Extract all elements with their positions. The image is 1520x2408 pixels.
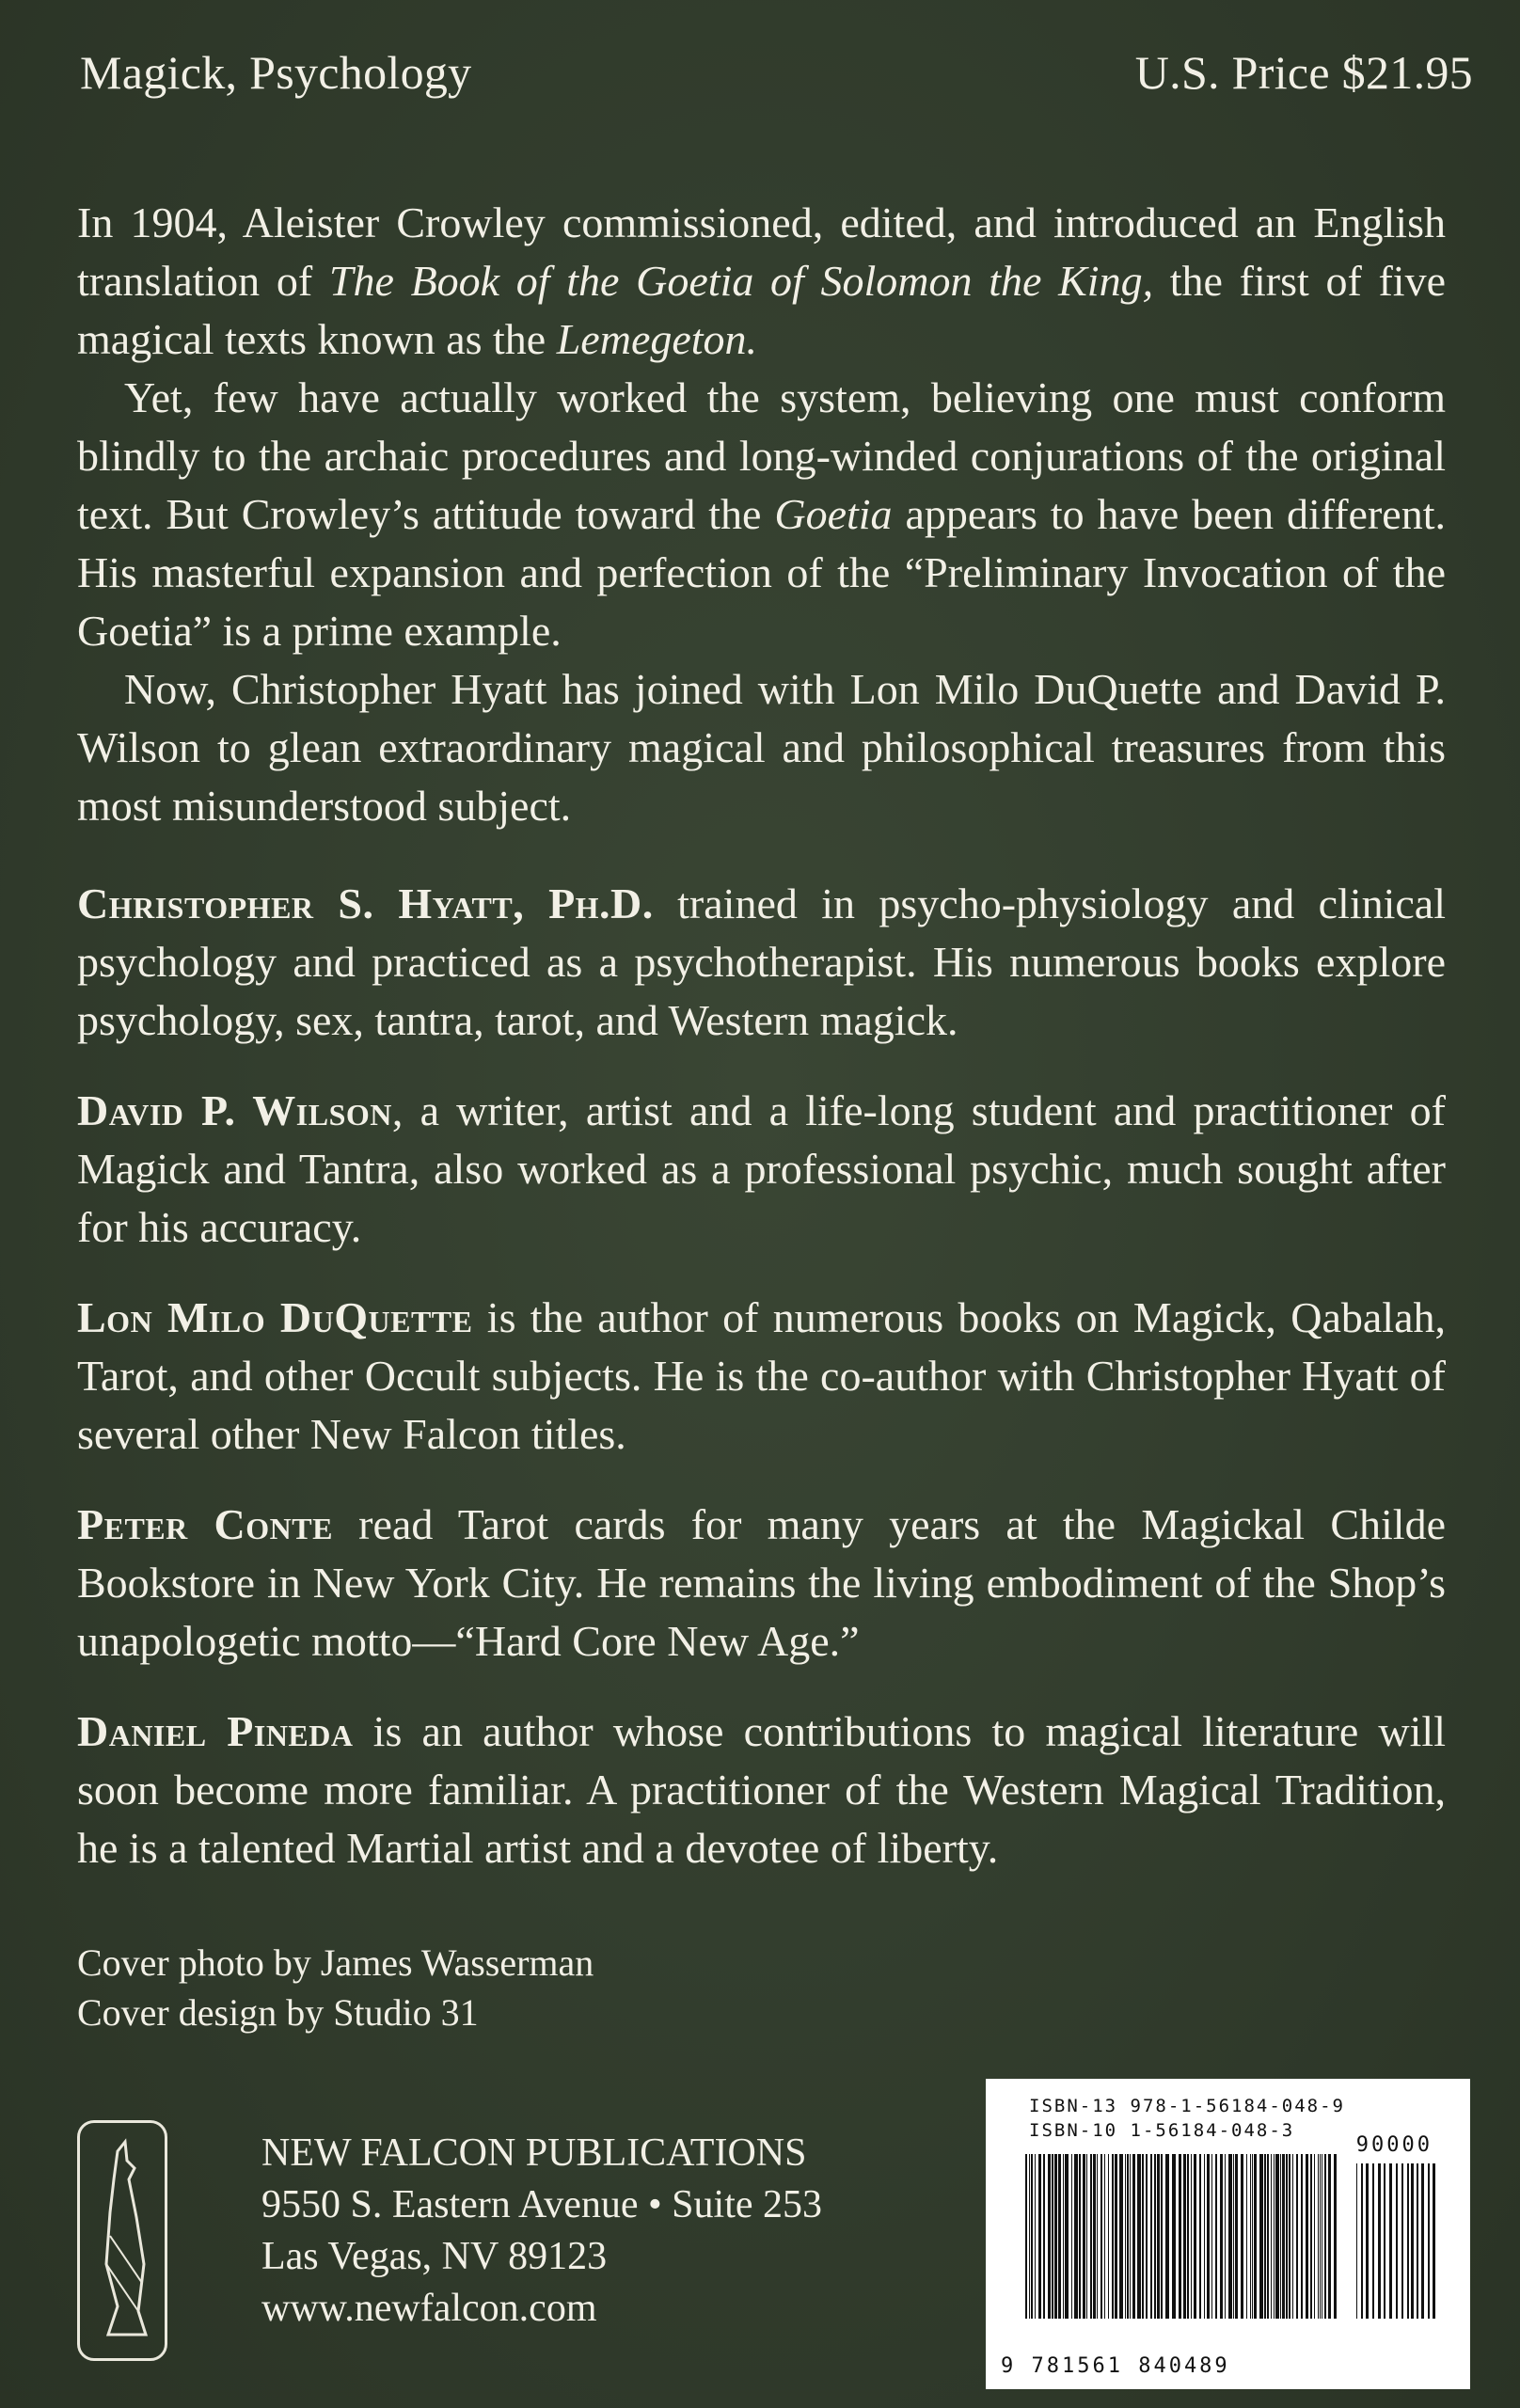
barcode-bar: [1083, 2154, 1085, 2319]
barcode-bar: [1318, 2154, 1319, 2319]
barcode-bar: [1071, 2154, 1072, 2319]
bio-text: is an author whose contributions to magical literature will soon become more familiar. A practitioner of the Western Magical Tradition, he is a talented Martial artist and a devotee of liberty.: [77, 1707, 1446, 1872]
barcode-bar: [1264, 2154, 1266, 2319]
blurb-paragraph-2: Yet, few have actually worked the system, believing one must conform blindly to the archaic procedures and long-winded conjurations of the original text. But Crowley’s attitude toward the Goetia appears to have been different. His masterful expansion and perfection of the “Preliminary Invocation of the Goetia” is a prime example.: [77, 373, 1446, 655]
barcode-bar: [1215, 2154, 1217, 2319]
barcode-bar: [1194, 2154, 1196, 2319]
barcode-bar: [1172, 2154, 1176, 2319]
barcode-bar: [1271, 2154, 1272, 2319]
barcode-bar: [1104, 2154, 1105, 2319]
bio-duquette: [77, 1289, 1446, 1464]
isbn10-text: ISBN-10 1-56184-048-3: [1029, 2120, 1295, 2141]
barcode-bars: [1025, 2154, 1439, 2347]
barcode-bar: [1306, 2154, 1308, 2319]
barcode-bar: [1211, 2154, 1212, 2319]
barcode-bar: [1043, 2154, 1045, 2319]
barcode-bar: [1314, 2154, 1315, 2319]
barcode-bar: [1165, 2154, 1169, 2319]
barcode-bar: [1090, 2154, 1092, 2319]
blurb-paragraph-1: In 1904, Aleister Crowley commissioned, edited, and introduced an English translation of The Book of the Goetia of Solomon the King, the first of five magical texts known as the Lemegeton.: [77, 198, 1446, 363]
barcode-bar: [1259, 2154, 1263, 2319]
addon-bar: [1372, 2163, 1374, 2319]
barcode-bar: [1275, 2154, 1279, 2319]
barcode-bar: [1328, 2154, 1331, 2319]
barcode-bar: [1207, 2154, 1210, 2319]
barcode-bar: [1246, 2154, 1247, 2319]
ean-number: 9 781561 840489: [1001, 2354, 1230, 2378]
barcode-bar: [1254, 2154, 1257, 2319]
barcode-bar: [1334, 2154, 1337, 2319]
bio-name: David P. Wilson: [77, 1086, 392, 1134]
bio-name: Christopher S. Hyatt, Ph.D.: [77, 879, 654, 927]
blurb: [77, 194, 1446, 835]
barcode-bar: [1038, 2154, 1041, 2319]
barcode-bar: [1065, 2154, 1069, 2319]
publisher-address-2: Las Vegas, NV 89123: [261, 2235, 608, 2278]
addon-bar: [1411, 2163, 1414, 2319]
addon-bar: [1407, 2163, 1409, 2319]
bio-name: Lon Milo DuQuette: [77, 1293, 473, 1341]
barcode-bar: [1100, 2154, 1102, 2319]
barcode-bar: [1204, 2154, 1205, 2319]
barcode-bar: [1112, 2154, 1114, 2319]
barcode-bar: [1233, 2154, 1234, 2319]
bio-text: read Tarot cards for many years at the Magickal Childe Bookstore in New York City. He remains the living embodiment of the Shop’s unapologetic motto—“Hard Core New Age.”: [77, 1500, 1446, 1665]
barcode-bar: [1324, 2154, 1326, 2319]
barcode-bar: [1142, 2154, 1144, 2319]
barcode-bar: [1301, 2154, 1303, 2319]
barcode-bar: [1199, 2154, 1201, 2319]
barcode-bar: [1097, 2154, 1098, 2319]
barcode-bar: [1310, 2154, 1312, 2319]
barcode-bar: [1029, 2154, 1030, 2319]
barcode-bar: [1108, 2154, 1109, 2319]
barcode-bar: [1031, 2154, 1033, 2319]
barcode-bar: [1289, 2154, 1290, 2319]
barcode-bar: [1119, 2154, 1123, 2319]
barcode-bar: [1127, 2154, 1129, 2319]
addon-bar: [1401, 2163, 1403, 2319]
barcode-bar: [1187, 2154, 1189, 2319]
barcode-bar: [1146, 2154, 1148, 2319]
barcode-bar: [1235, 2154, 1238, 2319]
price-label: U.S. Price $21.95: [1134, 46, 1473, 99]
addon-bar: [1366, 2163, 1369, 2319]
barcode-bar: [1154, 2154, 1156, 2319]
barcode-bar: [1086, 2154, 1087, 2319]
barcode-label: [986, 2079, 1470, 2389]
barcode-bar: [1161, 2154, 1163, 2319]
isbn13-text: ISBN-13 978-1-56184-048-9: [1029, 2096, 1345, 2116]
blurb-paragraph-3: Now, Christopher Hyatt has joined with Lon Milo DuQuette and David P. Wilson to glean extraordinary magical and philosophical treasures from this most misunderstood subject.: [77, 665, 1446, 830]
cover-credits: [77, 1938, 594, 2037]
barcode-bar: [1058, 2154, 1061, 2319]
barcode-bar: [1179, 2154, 1181, 2319]
barcode-bar: [1063, 2154, 1064, 2319]
barcode-bar: [1115, 2154, 1117, 2319]
barcode-bar: [1225, 2154, 1226, 2319]
barcode-bar: [1286, 2154, 1288, 2319]
addon-bar: [1389, 2163, 1392, 2319]
barcode-bar: [1054, 2154, 1057, 2319]
header-bar: [80, 45, 1473, 100]
publisher-website: www.newfalcon.com: [261, 2287, 597, 2330]
barcode-bar: [1052, 2154, 1053, 2319]
bio-text: is the author of numerous books on Magick, Qabalah, Tarot, and other Occult subjects. He is the co-author with Christopher Hyatt of several other New Falcon titles.: [77, 1293, 1446, 1458]
addon-bar: [1421, 2163, 1424, 2319]
barcode-bar: [1280, 2154, 1281, 2319]
barcode-bar: [1025, 2154, 1027, 2319]
bio-text: , a writer, artist and a life-long student and practitioner of Magick and Tantra, also worked as a professional psychic, much sought after for his accuracy.: [77, 1086, 1446, 1251]
bio-text: trained in psycho-physiology and clinical psychology and practiced as a psychotherapist. His numerous books explore psychology, sex, tantra, tarot, and Western magick.: [77, 879, 1446, 1044]
barcode-bar: [1132, 2154, 1135, 2319]
addon-bar: [1396, 2163, 1398, 2319]
barcode-bar: [1150, 2154, 1152, 2319]
barcode-bar: [1035, 2154, 1036, 2319]
barcode-bar: [1125, 2154, 1126, 2319]
cover-design-credit: Cover design by Studio 31: [77, 1991, 479, 2034]
publisher-address-1: 9550 S. Eastern Avenue • Suite 253: [261, 2183, 823, 2226]
barcode-bar: [1241, 2154, 1243, 2319]
addon-bar: [1433, 2163, 1435, 2319]
category-label: Magick, Psychology: [80, 46, 472, 99]
barcode-bar: [1137, 2154, 1141, 2319]
barcode-bar: [1183, 2154, 1186, 2319]
barcode-bar: [1079, 2154, 1081, 2319]
falcon-logo-icon: [77, 2120, 167, 2361]
bio-wilson: [77, 1082, 1446, 1257]
bio-name: Peter Conte: [77, 1500, 333, 1548]
bio-conte: [77, 1496, 1446, 1671]
barcode-bar: [1228, 2154, 1232, 2319]
publisher-name: NEW FALCON PUBLICATIONS: [261, 2131, 807, 2175]
publisher-block: [77, 2126, 822, 2361]
barcode-bar: [1282, 2154, 1285, 2319]
barcode-bar: [1296, 2154, 1298, 2319]
barcode-bar: [1093, 2154, 1096, 2319]
barcode-bar: [1130, 2154, 1131, 2319]
barcode-bar: [1048, 2154, 1051, 2319]
barcode-bar: [1252, 2154, 1253, 2319]
addon-bar: [1378, 2163, 1381, 2319]
bio-pineda: [77, 1703, 1446, 1877]
barcode-bar: [1220, 2154, 1223, 2319]
bio-name: Daniel Pineda: [77, 1707, 354, 1755]
addon-code: 90000: [1355, 2133, 1433, 2157]
barcode-bar: [1250, 2154, 1251, 2319]
addon-bar: [1361, 2163, 1363, 2319]
addon-bar: [1417, 2163, 1418, 2319]
bio-hyatt: [77, 875, 1446, 1050]
barcode-bar: [1267, 2154, 1269, 2319]
addon-bar: [1384, 2163, 1385, 2319]
barcode-bar: [1157, 2154, 1160, 2319]
addon-bar: [1356, 2163, 1357, 2319]
barcode-bar: [1074, 2154, 1078, 2319]
barcode-bar: [1191, 2154, 1192, 2319]
addon-bar: [1428, 2163, 1430, 2319]
barcode-bar: [1274, 2154, 1275, 2319]
barcode-bar: [1320, 2154, 1321, 2319]
cover-photo-credit: Cover photo by James Wasserman: [77, 1941, 594, 1984]
barcode-bar: [1292, 2154, 1293, 2319]
